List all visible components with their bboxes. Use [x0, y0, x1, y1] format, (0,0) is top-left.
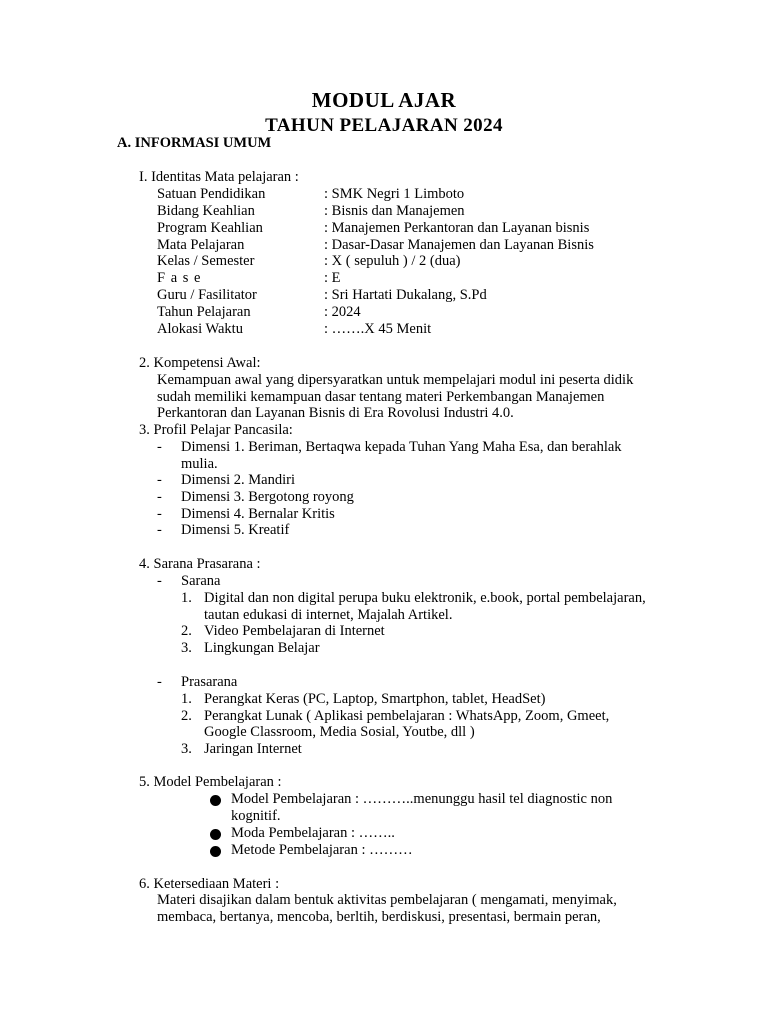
model-heading: 5. Model Pembelajaran :	[139, 774, 282, 790]
model-item: Model Pembelajaran : ………..menunggu hasil tel diagnostic non	[231, 791, 613, 807]
kompetensi-line: Kemampuan awal yang dipersyaratkan untuk mempelajari modul ini peserta didik	[157, 372, 634, 388]
identitas-value: : SMK Negri 1 Limboto	[324, 186, 465, 202]
prasarana-label: Prasarana	[181, 674, 238, 690]
identitas-value: : X ( sepuluh ) / 2 (dua)	[324, 253, 461, 269]
list-number: 2.	[181, 708, 192, 724]
dash-marker: -	[157, 439, 162, 455]
profil-item: Dimensi 3. Bergotong royong	[181, 489, 354, 505]
profil-item: Dimensi 5. Kreatif	[181, 522, 290, 538]
model-item: Metode Pembelajaran : ………	[231, 842, 413, 858]
ketersediaan-line: Materi disajikan dalam bentuk aktivitas pembelajaran ( mengamati, menyimak,	[157, 892, 617, 908]
identitas-label: Alokasi Waktu	[157, 321, 243, 337]
document-title: MODUL AJAR	[311, 88, 457, 112]
identitas-heading: I. Identitas Mata pelajaran :	[139, 169, 299, 185]
bullet-icon	[210, 846, 221, 857]
dash-marker: -	[157, 522, 162, 538]
model-item: Moda Pembelajaran : ……..	[231, 825, 395, 841]
profil-item: Dimensi 4. Bernalar Kritis	[181, 506, 335, 522]
bullet-icon	[210, 829, 221, 840]
dash-marker: -	[157, 573, 162, 589]
list-number: 1.	[181, 590, 192, 606]
kompetensi-heading: 2. Kompetensi Awal:	[139, 355, 261, 371]
identitas-label: Mata Pelajaran	[157, 237, 245, 253]
ketersediaan-heading: 6. Ketersediaan Materi :	[139, 876, 280, 892]
bullet-icon	[210, 795, 221, 806]
sarana-label: Sarana	[181, 573, 221, 589]
identitas-value: : Sri Hartati Dukalang, S.Pd	[324, 287, 487, 303]
list-number: 2.	[181, 623, 192, 639]
identitas-label: Program Keahlian	[157, 220, 263, 236]
profil-heading: 3. Profil Pelajar Pancasila:	[139, 422, 293, 438]
dash-marker: -	[157, 506, 162, 522]
sarana-item: Video Pembelajaran di Internet	[204, 623, 385, 639]
prasarana-item: Jaringan Internet	[204, 741, 302, 757]
profil-item: Dimensi 2. Mandiri	[181, 472, 295, 488]
prasarana-item: Perangkat Keras (PC, Laptop, Smartphon, tablet, HeadSet)	[204, 691, 546, 707]
kompetensi-line: Perkantoran dan Layanan Bisnis di Era Rovolusi Industri 4.0.	[157, 405, 514, 421]
document-subtitle: TAHUN PELAJARAN 2024	[265, 115, 503, 136]
sarana-heading: 4. Sarana Prasarana :	[139, 556, 261, 572]
sarana-item: Digital dan non digital perupa buku elektronik, e.book, portal pembelajaran,	[204, 590, 646, 606]
kompetensi-line: sudah memiliki kemampuan dasar tentang materi Perkembangan Manajemen	[157, 389, 605, 405]
profil-item-continuation: mulia.	[181, 456, 218, 472]
identitas-value: : 2024	[324, 304, 361, 320]
list-number: 3.	[181, 640, 192, 656]
prasarana-item: Perangkat Lunak ( Aplikasi pembelajaran : WhatsApp, Zoom, Gmeet,	[204, 708, 610, 724]
identitas-value: : Dasar-Dasar Manajemen dan Layanan Bisnis	[324, 237, 594, 253]
identitas-label: Tahun Pelajaran	[157, 304, 251, 320]
identitas-label: F a s e	[157, 270, 202, 286]
identitas-value: : Manajemen Perkantoran dan Layanan bisnis	[324, 220, 590, 236]
identitas-label: Satuan Pendidikan	[157, 186, 266, 202]
ketersediaan-line: membaca, bertanya, mencoba, berltih, berdiskusi, presentasi, bermain peran,	[157, 909, 601, 925]
identitas-label: Kelas / Semester	[157, 253, 255, 269]
section-a-heading: A. INFORMASI UMUM	[117, 135, 272, 151]
identitas-value: : …….X 45 Menit	[324, 321, 432, 337]
identitas-value: : E	[324, 270, 341, 286]
prasarana-item-continuation: Google Classroom, Media Sosial, Youtbe, dll )	[204, 724, 475, 740]
list-number: 1.	[181, 691, 192, 707]
sarana-item: Lingkungan Belajar	[204, 640, 320, 656]
identitas-label: Guru / Fasilitator	[157, 287, 257, 303]
dash-marker: -	[157, 674, 162, 690]
sarana-item-continuation: tautan edukasi di internet, Majalah Artikel.	[204, 607, 453, 623]
list-number: 3.	[181, 741, 192, 757]
model-item-continuation: kognitif.	[231, 808, 281, 824]
identitas-value: : Bisnis dan Manajemen	[324, 203, 465, 219]
dash-marker: -	[157, 489, 162, 505]
profil-item: Dimensi 1. Beriman, Bertaqwa kepada Tuhan Yang Maha Esa, dan berahlak	[181, 439, 622, 455]
identitas-label: Bidang Keahlian	[157, 203, 255, 219]
dash-marker: -	[157, 472, 162, 488]
